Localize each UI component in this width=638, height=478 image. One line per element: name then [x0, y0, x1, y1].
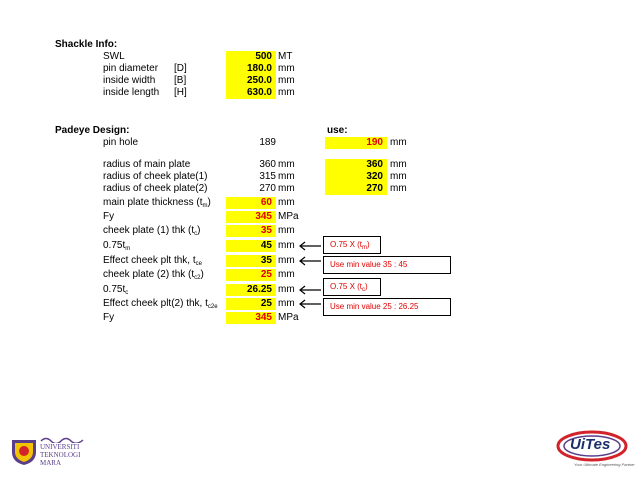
note-box: O.75 X $(t_m)$	[323, 236, 381, 254]
shackle-row-label: inside width	[103, 75, 156, 86]
uites-tagline: Your Ultimate Engineering Partner	[574, 462, 635, 467]
design-row-value-cell: 26.25	[226, 284, 276, 296]
shackle-row-value-cell: 250.0	[226, 75, 276, 87]
uitm-wordmark: UNIVERSITI TEKNOLOGI MARA	[40, 443, 81, 467]
pin-hole-use-unit: mm	[390, 137, 407, 148]
radius-unit: mm	[278, 171, 295, 182]
radius-label: radius of cheek plate(1)	[103, 171, 208, 182]
shackle-row-unit: mm	[278, 87, 295, 98]
design-row-value-cell: 35	[226, 225, 276, 237]
use-column-header: use:	[327, 125, 348, 136]
note-box: Use min value 25 : 26.25	[323, 298, 451, 316]
note-box: Use min value 35 : 45	[323, 256, 451, 274]
radius-value: 360	[259, 159, 276, 170]
pin-hole-label: pin hole	[103, 137, 139, 148]
design-row-unit: MPa	[278, 312, 299, 323]
design-row-unit: mm	[278, 225, 295, 236]
design-row-value-cell: 345	[226, 312, 276, 324]
shackle-row-tag: [D]	[174, 63, 187, 74]
design-row-unit: mm	[278, 269, 295, 280]
radius-use-cell: 320	[325, 171, 387, 183]
radius-unit: mm	[278, 159, 295, 170]
shackle-row-label: SWL	[103, 51, 125, 62]
radius-unit: mm	[278, 183, 295, 194]
arrow-left-icon	[298, 256, 322, 266]
radius-value: 270	[259, 183, 276, 194]
design-row-unit: mm	[278, 240, 295, 251]
shackle-row-unit: mm	[278, 63, 295, 74]
design-row-label: $0.75t_m$	[103, 240, 131, 252]
shackle-row-tag: [B]	[174, 75, 187, 86]
radius-use-cell: 270	[325, 183, 387, 195]
shackle-row-unit: MT	[278, 51, 293, 62]
uitm-jawi-mark-icon	[40, 435, 84, 443]
shackle-row-unit: mm	[278, 75, 295, 86]
design-row-label: Effect cheek plt(2) thk, $t_{c2e}$	[103, 298, 218, 310]
arrow-left-icon	[298, 285, 322, 295]
design-row-label: $0.75t_c$	[103, 284, 129, 296]
design-row-value-cell: 25	[226, 298, 276, 310]
design-row-unit: mm	[278, 298, 295, 309]
shackle-row-value-cell: 180.0	[226, 63, 276, 75]
design-row-value-cell: 345	[226, 211, 276, 223]
design-row-label: Effect cheek plt thk, $t_{ce}$	[103, 255, 202, 267]
padeye-section-title: Padeye Design:	[55, 125, 130, 136]
design-row-label: cheek plate (1) thk $(t_c)$	[103, 225, 201, 237]
arrow-left-icon	[298, 241, 322, 251]
uitm-crest-icon	[10, 436, 38, 466]
design-row-label: cheek plate (2) thk $(t_{c2})$	[103, 269, 204, 281]
arrow-left-icon	[298, 299, 322, 309]
design-row-label: Fy	[103, 211, 115, 222]
design-row-unit: mm	[278, 284, 295, 295]
design-row-unit: MPa	[278, 211, 299, 222]
radius-use-unit: mm	[390, 171, 407, 182]
radius-use-unit: mm	[390, 183, 407, 194]
design-row-value-cell: 60	[226, 197, 276, 209]
pin-hole-use-cell: 190	[325, 137, 387, 149]
radius-label: radius of cheek plate(2)	[103, 183, 208, 194]
design-row-value-cell: 25	[226, 269, 276, 281]
radius-use-unit: mm	[390, 159, 407, 170]
uites-wordmark: UiTes	[570, 436, 611, 453]
shackle-row-label: pin diameter	[103, 63, 159, 74]
design-row-unit: mm	[278, 255, 295, 266]
design-row-unit: mm	[278, 197, 295, 208]
radius-label: radius of main plate	[103, 159, 191, 170]
design-row-label: main plate thickness $(t_m)$	[103, 197, 211, 209]
radius-value: 315	[259, 171, 276, 182]
design-row-label: Fy	[103, 312, 115, 323]
design-row-value-cell: 35	[226, 255, 276, 267]
note-box: O.75 X $(t_c)$	[323, 278, 381, 296]
shackle-section-title: Shackle Info:	[55, 39, 118, 50]
pin-hole-value: 189	[259, 137, 276, 148]
shackle-row-value-cell: 500	[226, 51, 276, 63]
design-row-value-cell: 45	[226, 240, 276, 252]
shackle-row-label: inside length	[103, 87, 160, 98]
shackle-row-tag: [H]	[174, 87, 187, 98]
radius-use-cell: 360	[325, 159, 387, 171]
shackle-row-value-cell: 630.0	[226, 87, 276, 99]
